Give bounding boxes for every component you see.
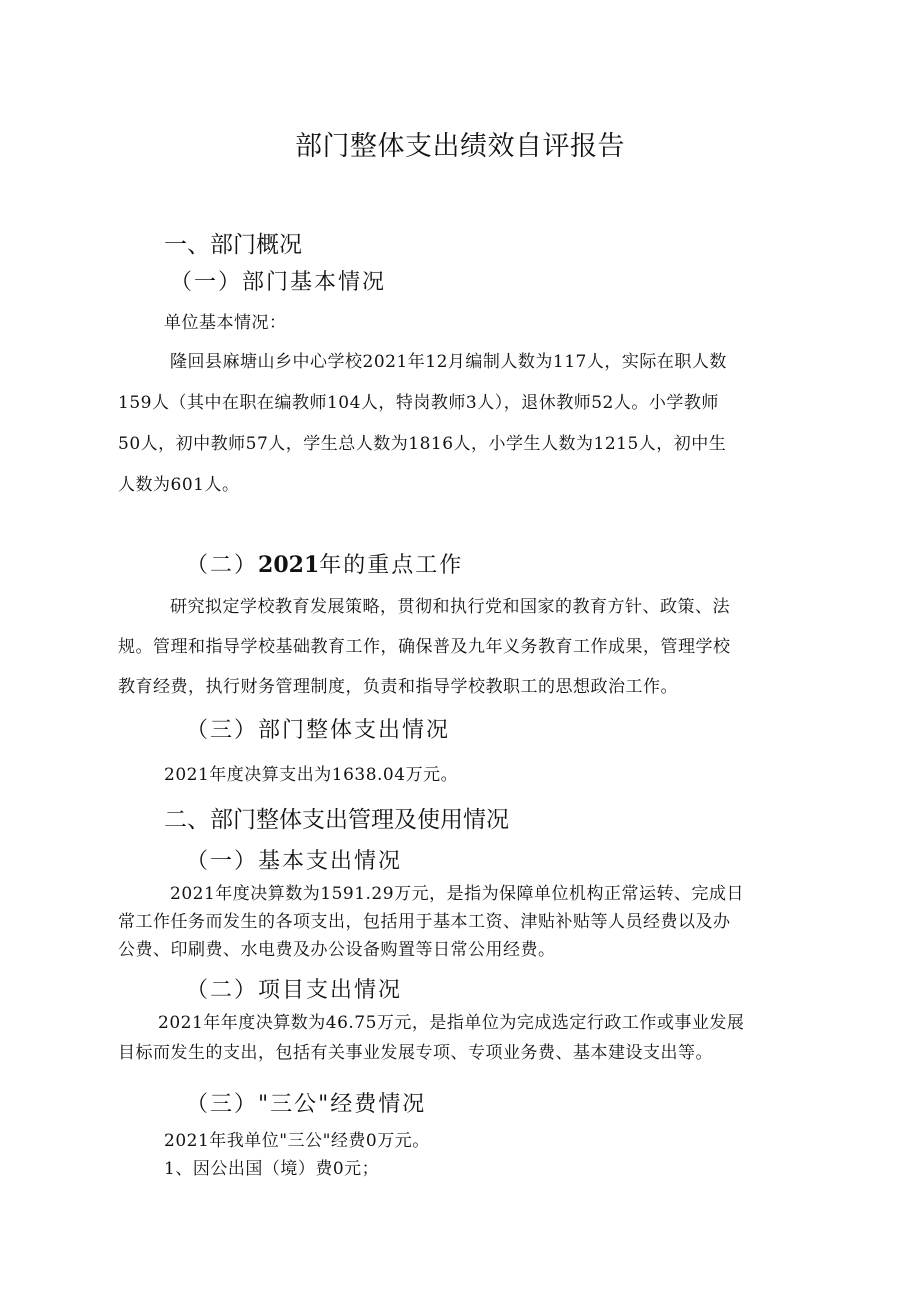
three-public-line-2: 1、因公出国（境）费0元；: [164, 1159, 380, 1179]
three-public-line-1: 2021年我单位"三公"经费0万元。: [164, 1131, 430, 1151]
section-2-heading: 二、部门整体支出管理及使用情况: [164, 807, 509, 833]
section-1-2-heading-year: 2021: [258, 552, 320, 578]
key-work-line-3: 教育经费，执行财务管理制度，负责和指导学校教职工的思想政治工作。: [118, 677, 678, 697]
section-1-heading: 一、部门概况: [164, 232, 302, 258]
section-2-1-heading: （一）基本支出情况: [186, 849, 403, 874]
section-1-2-heading: [186, 548, 463, 579]
section-1-3-heading: （三）部门整体支出情况: [186, 718, 451, 743]
section-1-1-heading: （一）部门基本情况: [170, 270, 387, 295]
section-2-3-heading: （三）"三公"经费情况: [186, 1092, 427, 1117]
basic-expense-line-2: 常工作任务而发生的各项支出，包括用于基本工资、津贴补贴等人员经费以及办: [118, 912, 731, 932]
unit-info-line-2: 159人（其中在职在编教师104人，特岗教师3人），退休教师52人。小学教师: [118, 393, 719, 413]
basic-expense-line-1: 2021年度决算数为1591.29万元，是指为保障单位机构正常运转、完成日: [170, 884, 745, 904]
project-expense-line-1: 2021年年度决算数为46.75万元，是指单位为完成选定行政工作或事业发展: [158, 1013, 745, 1033]
section-1-2-heading-suffix: 年的重点工作: [319, 553, 464, 578]
project-expense-line-2: 目标而发生的支出，包括有关事业发展专项、专项业务费、基本建设支出等。: [118, 1043, 713, 1063]
total-expense-text: 2021年度决算支出为1638.04万元。: [164, 765, 459, 785]
report-title: 部门整体支出绩效自评报告: [295, 131, 625, 162]
key-work-line-1: 研究拟定学校教育发展策略，贯彻和执行党和国家的教育方针、政策、法: [170, 597, 730, 617]
basic-expense-line-3: 公费、印刷费、水电费及办公设备购置等日常公用经费。: [118, 940, 556, 960]
key-work-line-2: 规。管理和指导学校基础教育工作，确保普及九年义务教育工作成果，管理学校: [118, 637, 731, 657]
section-2-2-heading: （二）项目支出情况: [186, 978, 403, 1003]
section-1-2-heading-prefix: （二）: [186, 553, 259, 578]
unit-info-line-1: 隆回县麻塘山乡中心学校2021年12月编制人数为117人，实际在职人数: [170, 352, 727, 372]
unit-info-label: 单位基本情况：: [164, 313, 287, 333]
unit-info-line-4: 人数为601人。: [118, 475, 240, 495]
unit-info-line-3: 50人，初中教师57人，学生总人数为1816人，小学生人数为1215人，初中生: [118, 434, 727, 454]
